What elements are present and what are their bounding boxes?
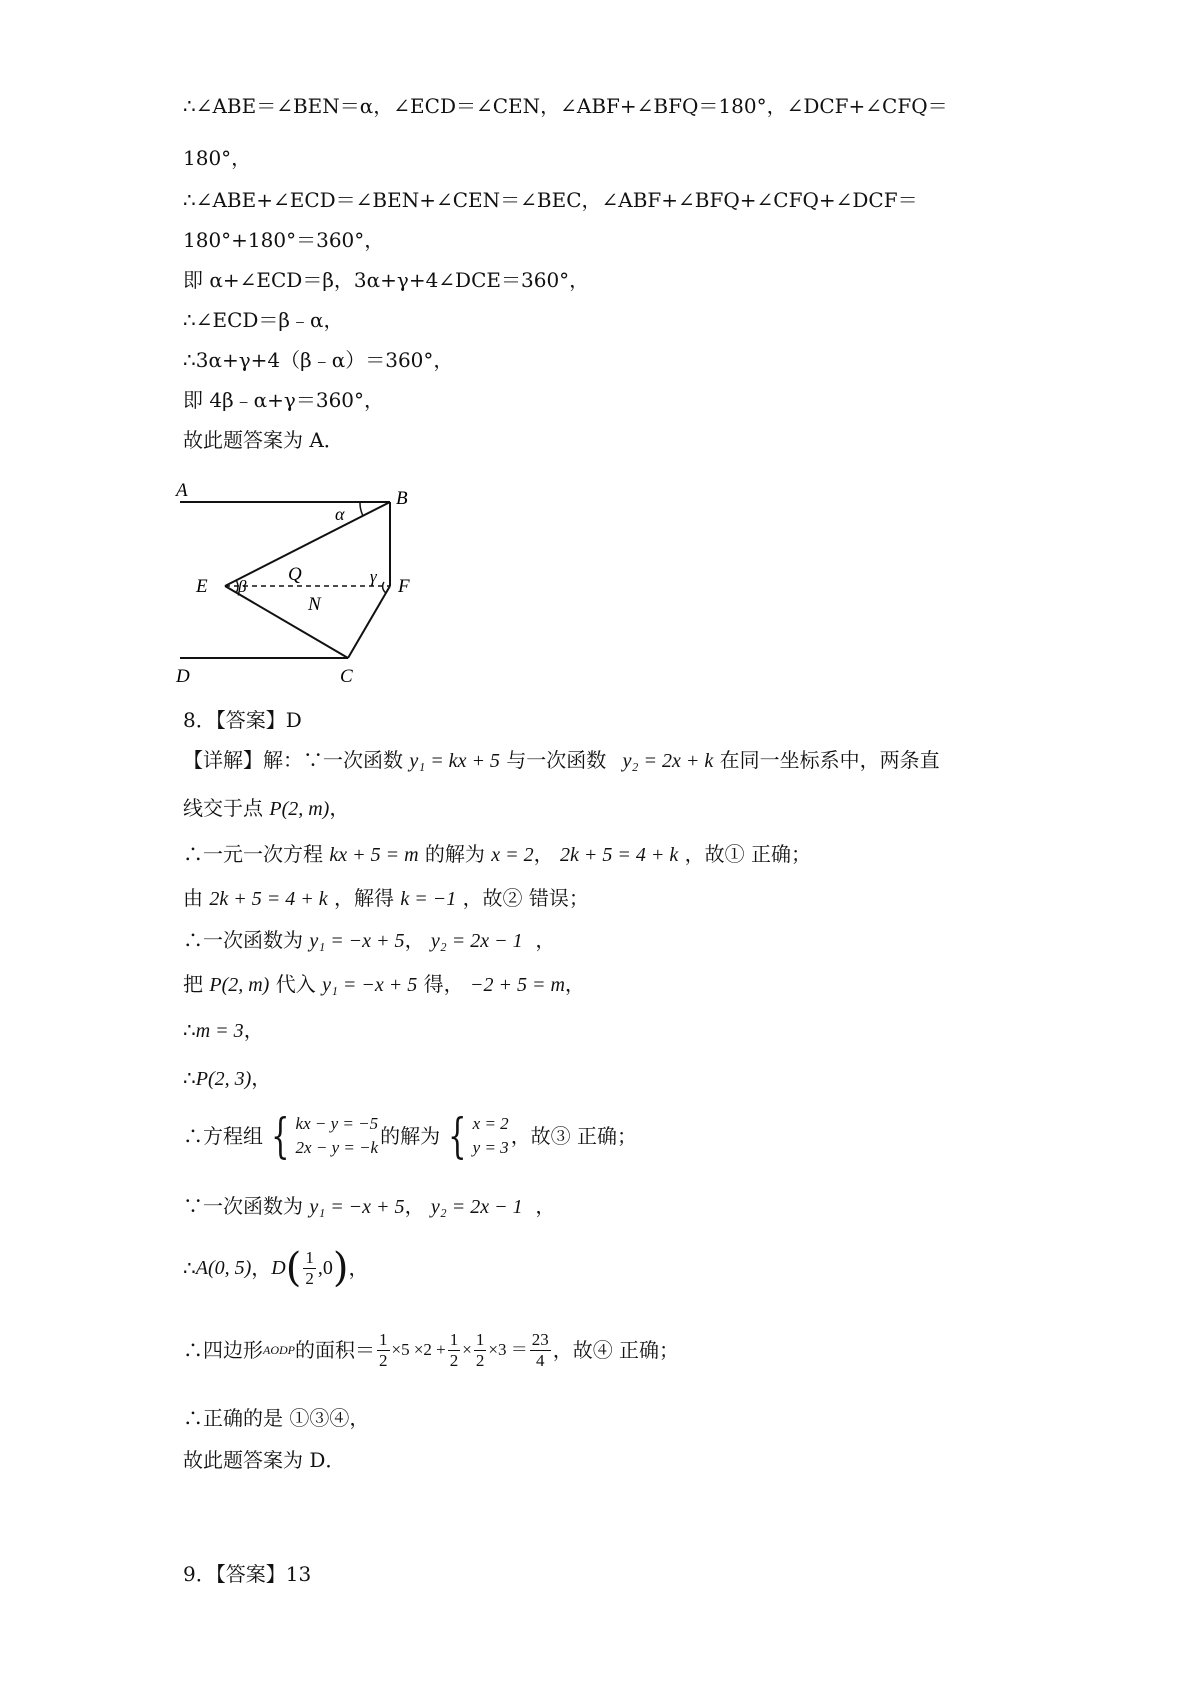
numerator: 1 xyxy=(305,1247,314,1267)
label-q: Q xyxy=(288,564,302,585)
text: 的解为 xyxy=(424,842,485,866)
text: ∴方程组 xyxy=(183,1124,263,1148)
q8-detail-line-4 xyxy=(183,884,589,913)
segment-fc xyxy=(348,586,390,658)
q8-detail-line-12: ∴四边形 AODP 的面积＝ $\frac{1}{2}$ ×5 ×2 + $\frac{1}{2}$ × $\frac{1}{2}$ ×3 ＝ $\frac{23}{4}$ ，故④ 正确； xyxy=(183,1329,680,1370)
text: ，解得 xyxy=(333,886,394,910)
equation: kx + 5 = m xyxy=(329,844,419,866)
system-row: y = 3 xyxy=(472,1138,509,1157)
paren: ) xyxy=(332,1245,349,1291)
text: 线交于点 xyxy=(183,796,263,820)
text: ， xyxy=(522,928,556,952)
label-d: D xyxy=(176,666,190,687)
fraction-half xyxy=(377,1330,390,1371)
quadrilateral-name: AODP xyxy=(263,1343,295,1357)
angle-alpha-arc xyxy=(360,502,363,516)
line-3: ∴∠ABE+∠ECD＝∠BEN+∠CEN＝∠BEC，∠ABF+∠BFQ+∠CFQ+∠DCF＝ xyxy=(183,188,918,212)
segment-be xyxy=(225,502,390,586)
denominator: 2 xyxy=(449,1350,459,1370)
text: 由 xyxy=(183,886,203,910)
q8-detail-line-13: ∴正确的是 ①③④， xyxy=(183,1406,370,1430)
label-a: A xyxy=(176,480,188,501)
label-b: B xyxy=(396,488,408,509)
text: 代入 xyxy=(275,972,316,996)
point-p: P(2, m) xyxy=(269,798,330,820)
text: ， xyxy=(404,1194,425,1218)
point-a: A(0, 5) xyxy=(195,1257,252,1279)
text: ∴ xyxy=(183,1018,196,1042)
line-4: 180°+180°＝360°， xyxy=(183,228,385,252)
point-d: D xyxy=(271,1257,286,1279)
equation: x = 2 xyxy=(491,844,534,866)
paren: ( xyxy=(285,1245,302,1291)
text: 【详解】解：∵一次函数 xyxy=(183,748,403,772)
equation: y₁ = −x + 5 xyxy=(309,1196,405,1218)
text: ∴四边形 xyxy=(183,1338,263,1362)
label-beta: β xyxy=(238,577,247,596)
text: ，故② 错误； xyxy=(462,886,589,910)
equation: 2k + 5 = 4 + k xyxy=(209,888,328,910)
brace-icon: { xyxy=(448,1108,467,1164)
equation-system-2 xyxy=(442,1108,509,1164)
label-c: C xyxy=(340,666,353,687)
line-2: 180°， xyxy=(183,146,252,170)
q8-detail-line-7 xyxy=(183,1016,264,1045)
q8-detail-line-2 xyxy=(183,794,349,823)
equation: 2k + 5 = 4 + k xyxy=(560,844,679,866)
equation-system-1 xyxy=(265,1108,379,1164)
text: ×5 ×2 + xyxy=(391,1340,446,1359)
q8-detail-line-1 xyxy=(183,746,940,775)
system-row: x = 2 xyxy=(472,1114,509,1133)
q8-detail-line-11 xyxy=(183,1240,368,1296)
text: 在同一坐标系中，两条直 xyxy=(719,748,940,772)
equation-y1: y₁ = kx + 5 xyxy=(409,750,500,772)
line-9: 故此题答案为 A． xyxy=(183,428,344,452)
text: ，故① 正确； xyxy=(684,842,811,866)
text: ×3 ＝ xyxy=(488,1340,528,1359)
denominator: 2 xyxy=(475,1350,485,1370)
numerator: 1 xyxy=(475,1329,485,1349)
text: ， xyxy=(404,928,425,952)
q8-answer: 8．【答案】D xyxy=(183,708,302,732)
text: ， xyxy=(564,972,585,996)
label-n: N xyxy=(308,594,321,615)
label-e: E xyxy=(196,576,208,597)
numerator: 1 xyxy=(449,1329,459,1349)
text: ∴一次函数为 xyxy=(183,928,303,952)
fraction-half xyxy=(303,1248,316,1289)
line-8: 即 4β﹣α+γ＝360°， xyxy=(183,388,385,412)
brace-icon: { xyxy=(271,1108,290,1164)
text: ， xyxy=(348,1256,369,1280)
line-7: ∴3α+γ+4（β﹣α）＝360°， xyxy=(183,348,454,372)
text: 把 xyxy=(183,972,203,996)
text: 的面积＝ xyxy=(295,1338,375,1362)
fraction-half xyxy=(474,1330,487,1371)
q9-answer: 9．【答案】13 xyxy=(183,1562,312,1586)
text: 的解为 xyxy=(380,1124,441,1148)
numerator: 1 xyxy=(379,1329,388,1349)
text: ， xyxy=(533,842,554,866)
equation: y₂ = 2x − 1 xyxy=(430,930,523,952)
q8-detail-line-5 xyxy=(183,926,555,955)
denominator: 2 xyxy=(305,1268,314,1288)
equation: y₁ = −x + 5 xyxy=(309,930,405,952)
text: ，故④ 正确； xyxy=(552,1338,680,1362)
q8-detail-line-10 xyxy=(183,1192,555,1221)
text: 与一次函数 xyxy=(506,748,607,772)
angle-gamma-arc xyxy=(383,582,386,593)
text: ，故③ 正确； xyxy=(510,1124,638,1148)
system-row: kx − y = −5 xyxy=(295,1114,379,1133)
text: ， xyxy=(251,1256,272,1280)
system-row: 2x − y = −k xyxy=(295,1138,379,1157)
equation: −2 + 5 = m xyxy=(469,974,565,996)
q8-detail-line-14: 故此题答案为 D． xyxy=(183,1448,346,1472)
q8-detail-line-8 xyxy=(183,1064,271,1093)
text: ， xyxy=(329,796,350,820)
text: ∴ xyxy=(183,1256,196,1280)
geometry-figure xyxy=(176,470,420,690)
label-alpha: α xyxy=(335,504,345,524)
line-6: ∴∠ECD＝β﹣α， xyxy=(183,308,344,332)
text: ∵一次函数为 xyxy=(183,1194,303,1218)
segment-ec xyxy=(225,586,348,658)
label-f: F xyxy=(398,576,410,597)
text: ∴一元一次方程 xyxy=(183,842,323,866)
q8-detail-line-6 xyxy=(183,970,585,999)
text: ∴ xyxy=(183,1066,196,1090)
q8-detail-line-3 xyxy=(183,840,811,869)
equation: m = 3 xyxy=(195,1020,244,1042)
fraction-half xyxy=(448,1330,461,1371)
numerator: 23 xyxy=(531,1329,549,1349)
text: ,0 xyxy=(317,1257,333,1279)
q8-detail-line-9 xyxy=(183,1108,637,1164)
text: 得， xyxy=(423,972,464,996)
denominator: 2 xyxy=(379,1350,388,1370)
equation: k = −1 xyxy=(400,888,457,910)
point-p: P(2, m) xyxy=(209,974,270,996)
fraction-result xyxy=(530,1330,551,1371)
label-gamma: γ xyxy=(370,567,377,586)
point-p: P(2, 3) xyxy=(195,1068,252,1090)
text: ， xyxy=(251,1066,272,1090)
denominator: 4 xyxy=(535,1350,545,1370)
text: ， xyxy=(522,1194,556,1218)
equation: y₁ = −x + 5 xyxy=(322,974,418,996)
text: ， xyxy=(243,1018,264,1042)
line-1: ∴∠ABE＝∠BEN＝α，∠ECD＝∠CEN，∠ABF+∠BFQ＝180°，∠DCF+∠CFQ＝ xyxy=(183,94,948,118)
equation-y2: y₂ = 2x + k xyxy=(622,750,714,772)
line-5: 即 α+∠ECD＝β，3α+γ+4∠DCE＝360°， xyxy=(183,268,590,292)
equation: y₂ = 2x − 1 xyxy=(430,1196,523,1218)
